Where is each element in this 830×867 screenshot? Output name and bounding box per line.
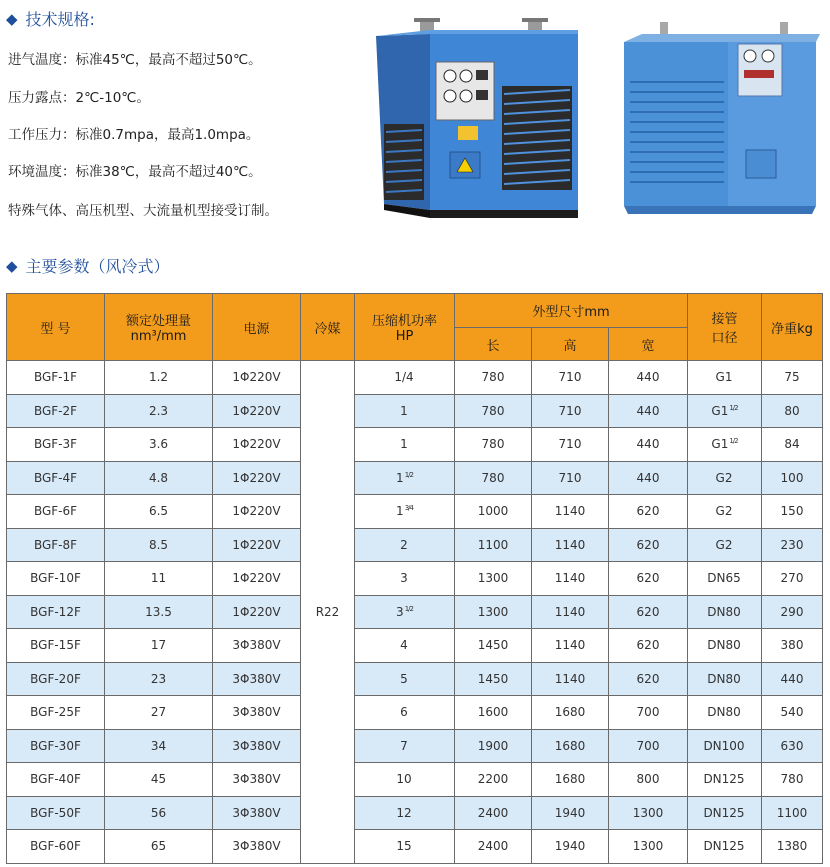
cell-length: 1900	[455, 729, 532, 763]
cell-hp	[355, 461, 455, 495]
table-row	[7, 495, 823, 529]
cell-model: BGF-2F	[7, 394, 105, 428]
cell-power: 1Φ220V	[213, 461, 301, 495]
cell-flow: 4.8	[105, 461, 213, 495]
diamond-bullet-icon: ◆	[6, 256, 18, 275]
cell-model: BGF-10F	[7, 562, 105, 596]
cell-power: 1Φ220V	[213, 528, 301, 562]
cell-power: 3Φ380V	[213, 696, 301, 730]
cell-pipe-value: DN125	[703, 805, 745, 820]
dryer-photo-front	[370, 14, 582, 226]
cell-width: 620	[609, 562, 688, 596]
cell-hp	[355, 361, 455, 395]
cell-weight: 540	[762, 696, 823, 730]
spec-section-title	[6, 7, 95, 30]
parameter-table	[6, 293, 823, 864]
cell-pipe	[688, 796, 762, 830]
cell-hp	[355, 595, 455, 629]
cell-power: 1Φ220V	[213, 595, 301, 629]
cell-power: 3Φ380V	[213, 796, 301, 830]
cell-flow: 45	[105, 763, 213, 797]
table-row	[7, 528, 823, 562]
header-height: 高	[532, 328, 609, 361]
cell-height: 1680	[532, 696, 609, 730]
table-row	[7, 662, 823, 696]
params-title-text: 主要参数（风冷式）	[25, 257, 170, 276]
cell-hp	[355, 796, 455, 830]
cell-hp	[355, 394, 455, 428]
cell-model: BGF-15F	[7, 629, 105, 663]
cell-height: 1680	[532, 729, 609, 763]
cell-flow: 1.2	[105, 361, 213, 395]
cell-power: 1Φ220V	[213, 394, 301, 428]
cell-pipe-value: DN65	[707, 571, 741, 586]
header-pipe-l1: 接管	[711, 312, 738, 327]
spec-line-pressure: 工作压力：标准0.7mpa，最高1.0mpa。	[8, 127, 260, 143]
cell-width: 700	[609, 729, 688, 763]
cell-weight: 1380	[762, 830, 823, 864]
cell-flow: 23	[105, 662, 213, 696]
table-row	[7, 696, 823, 730]
cell-hp-value: 1	[396, 470, 404, 485]
cell-hp	[355, 830, 455, 864]
spec-line-ambient-temp: 环境温度：标准38℃，最高不超过40℃。	[8, 164, 262, 180]
cell-width: 1300	[609, 830, 688, 864]
cell-refrigerant: R22	[301, 361, 355, 864]
header-refrigerant: 冷媒	[301, 294, 355, 361]
cell-pipe-fraction: 1/2	[729, 437, 738, 446]
cell-hp-value: 15	[396, 839, 412, 854]
header-compressor-hp	[355, 294, 455, 361]
cell-length: 1450	[455, 629, 532, 663]
header-pipe	[688, 294, 762, 361]
cell-hp-value: 1	[396, 504, 404, 519]
cell-hp-value: 1	[400, 437, 408, 452]
cell-weight: 290	[762, 595, 823, 629]
table-body	[7, 361, 823, 864]
cell-hp	[355, 696, 455, 730]
cell-weight: 80	[762, 394, 823, 428]
table-row	[7, 796, 823, 830]
header-flow	[105, 294, 213, 361]
cell-hp-value: 6	[400, 705, 408, 720]
cell-pipe-value: G1	[711, 403, 729, 418]
cell-height: 1140	[532, 528, 609, 562]
header-flow-label: 额定处理量	[125, 314, 191, 329]
cell-flow: 34	[105, 729, 213, 763]
cell-pipe-value: G2	[715, 470, 733, 485]
table-row	[7, 763, 823, 797]
cell-pipe	[688, 528, 762, 562]
cell-length: 1000	[455, 495, 532, 529]
cell-weight: 75	[762, 361, 823, 395]
cell-flow: 3.6	[105, 428, 213, 462]
table-row	[7, 562, 823, 596]
cell-length: 780	[455, 428, 532, 462]
cell-length: 2400	[455, 796, 532, 830]
cell-hp-value: 3	[400, 571, 408, 586]
cell-length: 780	[455, 461, 532, 495]
cell-hp-value: 5	[400, 671, 408, 686]
cell-model: BGF-50F	[7, 796, 105, 830]
header-flow-unit: nm³/mm	[130, 329, 187, 344]
cell-hp	[355, 763, 455, 797]
cell-height: 710	[532, 461, 609, 495]
spec-title-text: 技术规格:	[25, 10, 95, 29]
cell-width: 700	[609, 696, 688, 730]
table-row	[7, 729, 823, 763]
cell-pipe	[688, 763, 762, 797]
cell-hp-fraction: 1/2	[404, 604, 413, 613]
cell-model: BGF-60F	[7, 830, 105, 864]
cell-model: BGF-6F	[7, 495, 105, 529]
cell-height: 1140	[532, 495, 609, 529]
cell-weight: 230	[762, 528, 823, 562]
cell-pipe-value: DN80	[707, 638, 741, 653]
cell-length: 2200	[455, 763, 532, 797]
cell-pipe	[688, 562, 762, 596]
cell-weight: 84	[762, 428, 823, 462]
cell-model: BGF-1F	[7, 361, 105, 395]
cell-pipe	[688, 629, 762, 663]
cell-pipe	[688, 361, 762, 395]
cell-weight: 780	[762, 763, 823, 797]
cell-pipe	[688, 595, 762, 629]
cell-power: 3Φ380V	[213, 763, 301, 797]
cell-model: BGF-40F	[7, 763, 105, 797]
cell-width: 440	[609, 428, 688, 462]
cell-flow: 65	[105, 830, 213, 864]
header-weight: 净重kg	[762, 294, 823, 361]
cell-pipe	[688, 394, 762, 428]
cell-flow: 27	[105, 696, 213, 730]
cell-model: BGF-25F	[7, 696, 105, 730]
cell-height: 1140	[532, 562, 609, 596]
cell-pipe	[688, 461, 762, 495]
cell-hp-fraction: 3/4	[404, 504, 413, 513]
cell-length: 1600	[455, 696, 532, 730]
cell-length: 2400	[455, 830, 532, 864]
cell-height: 1140	[532, 595, 609, 629]
cell-hp-value: 7	[400, 738, 408, 753]
dryer-photo-side	[620, 22, 824, 220]
header-power: 电源	[213, 294, 301, 361]
cell-height: 710	[532, 428, 609, 462]
cell-pipe-value: DN80	[707, 705, 741, 720]
cell-weight: 100	[762, 461, 823, 495]
cell-width: 620	[609, 528, 688, 562]
cell-hp	[355, 729, 455, 763]
cell-pipe-fraction: 1/2	[729, 403, 738, 412]
cell-flow: 2.3	[105, 394, 213, 428]
cell-weight: 440	[762, 662, 823, 696]
cell-hp-value: 2	[400, 537, 408, 552]
cell-width: 620	[609, 629, 688, 663]
table-row	[7, 629, 823, 663]
cell-width: 620	[609, 662, 688, 696]
cell-pipe	[688, 696, 762, 730]
cell-pipe	[688, 662, 762, 696]
params-section-title	[6, 254, 170, 277]
cell-flow: 8.5	[105, 528, 213, 562]
cell-power: 1Φ220V	[213, 428, 301, 462]
cell-model: BGF-20F	[7, 662, 105, 696]
cell-pipe-value: G1	[715, 370, 733, 385]
cell-length: 780	[455, 361, 532, 395]
cell-length: 1450	[455, 662, 532, 696]
cell-pipe-value: DN125	[703, 839, 745, 854]
cell-width: 620	[609, 595, 688, 629]
cell-model: BGF-30F	[7, 729, 105, 763]
cell-hp-value: 12	[396, 805, 412, 820]
cell-pipe-value: G1	[711, 437, 729, 452]
cell-pipe-value: DN100	[703, 738, 745, 753]
cell-hp-value: 1	[400, 403, 408, 418]
cell-width: 620	[609, 495, 688, 529]
cell-hp-value: 3	[396, 604, 404, 619]
cell-width: 800	[609, 763, 688, 797]
cell-length: 1300	[455, 595, 532, 629]
cell-length: 1300	[455, 562, 532, 596]
cell-height: 710	[532, 394, 609, 428]
table-row	[7, 394, 823, 428]
cell-weight: 1100	[762, 796, 823, 830]
cell-flow: 13.5	[105, 595, 213, 629]
cell-flow: 56	[105, 796, 213, 830]
spec-line-custom: 特殊气体、高压机型、大流量机型接受订制。	[8, 203, 278, 219]
cell-power: 3Φ380V	[213, 662, 301, 696]
cell-width: 440	[609, 361, 688, 395]
cell-hp	[355, 662, 455, 696]
cell-pipe	[688, 495, 762, 529]
spec-line-dew-point: 压力露点：2℃-10℃。	[8, 90, 150, 106]
cell-power: 1Φ220V	[213, 562, 301, 596]
cell-power: 3Φ380V	[213, 729, 301, 763]
cell-weight: 150	[762, 495, 823, 529]
cell-power: 3Φ380V	[213, 629, 301, 663]
table-row	[7, 428, 823, 462]
header-length: 长	[455, 328, 532, 361]
cell-height: 1940	[532, 796, 609, 830]
header-dimensions: 外型尺寸mm	[455, 294, 688, 328]
cell-flow: 11	[105, 562, 213, 596]
cell-height: 1140	[532, 629, 609, 663]
cell-pipe-value: DN125	[703, 772, 745, 787]
table-row	[7, 830, 823, 864]
header-hp-unit: HP	[395, 329, 414, 344]
table-row	[7, 361, 823, 395]
cell-hp	[355, 562, 455, 596]
cell-width: 440	[609, 394, 688, 428]
cell-weight: 270	[762, 562, 823, 596]
spec-line-inlet-temp: 进气温度：标准45℃，最高不超过50℃。	[8, 52, 262, 68]
cell-hp-value: 10	[396, 772, 412, 787]
cell-power: 3Φ380V	[213, 830, 301, 864]
cell-power: 1Φ220V	[213, 361, 301, 395]
cell-flow: 17	[105, 629, 213, 663]
header-width: 宽	[609, 328, 688, 361]
cell-model: BGF-3F	[7, 428, 105, 462]
cell-hp	[355, 428, 455, 462]
cell-pipe-value: DN80	[707, 671, 741, 686]
cell-pipe	[688, 830, 762, 864]
cell-pipe	[688, 428, 762, 462]
cell-model: BGF-4F	[7, 461, 105, 495]
diamond-bullet-icon: ◆	[6, 9, 18, 28]
header-hp-label: 压缩机功率	[371, 314, 437, 329]
cell-power: 1Φ220V	[213, 495, 301, 529]
cell-weight: 630	[762, 729, 823, 763]
header-model: 型 号	[7, 294, 105, 361]
cell-pipe-value: G2	[715, 537, 733, 552]
cell-model: BGF-12F	[7, 595, 105, 629]
cell-width: 1300	[609, 796, 688, 830]
cell-hp-fraction: 1/2	[404, 470, 413, 479]
cell-model: BGF-8F	[7, 528, 105, 562]
cell-pipe-value: G2	[715, 504, 733, 519]
cell-hp	[355, 495, 455, 529]
cell-height: 710	[532, 361, 609, 395]
header-pipe-l2: 口径	[711, 331, 738, 346]
cell-hp-value: 4	[400, 638, 408, 653]
cell-length: 1100	[455, 528, 532, 562]
table-row	[7, 461, 823, 495]
cell-height: 1940	[532, 830, 609, 864]
cell-flow: 6.5	[105, 495, 213, 529]
cell-hp	[355, 629, 455, 663]
cell-height: 1140	[532, 662, 609, 696]
cell-hp-value: 1/4	[394, 370, 414, 385]
cell-pipe-value: DN80	[707, 604, 741, 619]
cell-width: 440	[609, 461, 688, 495]
cell-length: 780	[455, 394, 532, 428]
cell-pipe	[688, 729, 762, 763]
cell-hp	[355, 528, 455, 562]
table-row	[7, 595, 823, 629]
cell-weight: 380	[762, 629, 823, 663]
cell-height: 1680	[532, 763, 609, 797]
